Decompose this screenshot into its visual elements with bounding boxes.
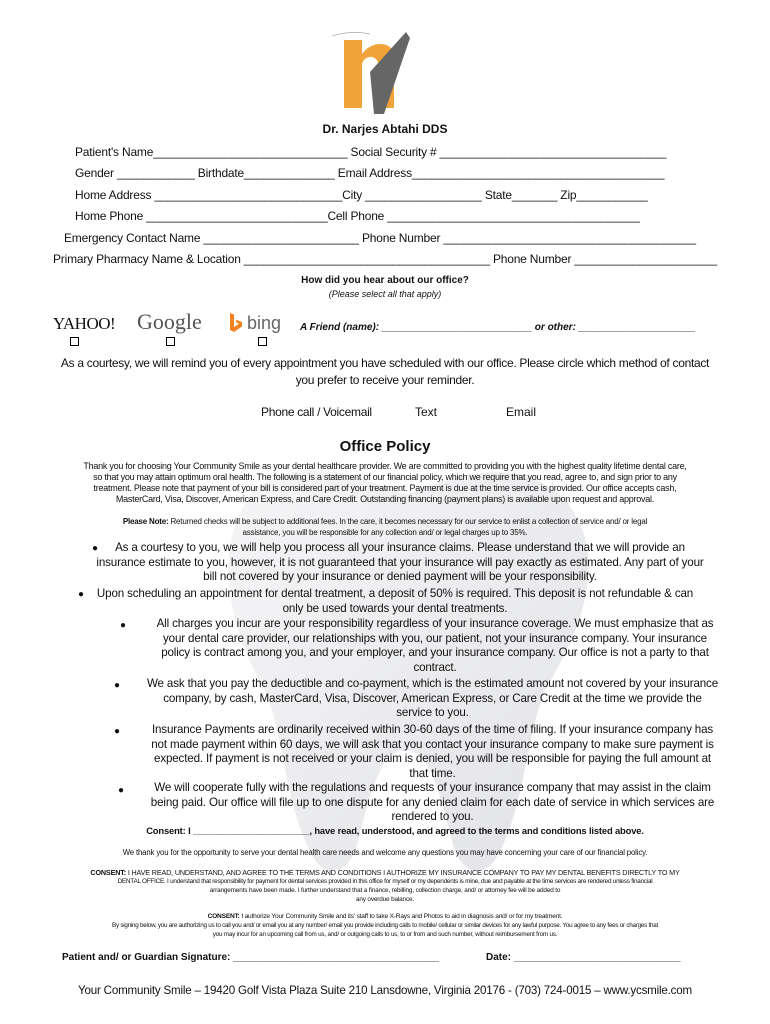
footer-address: Your Community Smile – 19420 Golf Vista Plaza Suite 210 Lansdowne, Virginia 20176 - (703) 724-0015 – www.ycsmile.com [78, 984, 692, 997]
phone-line[interactable]: Home Phone ____________________________Cell Phone _______________________________________ [75, 209, 640, 223]
bing-icon [228, 312, 244, 334]
please-note-label: Please Note: [122, 517, 169, 526]
date-line[interactable]: Date: ______________________________ [486, 952, 681, 963]
google-logo: Google [137, 309, 202, 334]
please-note [0, 517, 770, 527]
please-note-2: assistance, you will be responsible for any collection and/ or legal charges up to 35%. [242, 528, 528, 537]
bullet-5-line-1: Insurance Payments are ordinarily received within 30-60 days of the time of filing. If your insurance company has [151, 723, 714, 736]
bullet-1-line-3: bill not covered by your insurance or denied payment will be your responsibility. [203, 570, 597, 583]
policy-intro-3: treatment. Please note that payment of your bill is considered part of your treatment. Payment is due at the time service is provided. Our office accepts cash, [93, 483, 677, 493]
bullet-5 [135, 723, 730, 781]
bullet-6-dot: ● [118, 785, 125, 796]
bullet-5-dot: ● [114, 726, 121, 737]
office-policy-title: Office Policy [339, 438, 431, 455]
bullet-3-line-4: contract. [413, 660, 457, 674]
pharmacy-line[interactable]: Primary Pharmacy Name & Location ______________________________________ Phone Number ______________________ [53, 252, 717, 266]
referral-hint: (Please select all that apply) [328, 289, 442, 299]
consent-block-2 [20, 868, 750, 904]
practice-logo [322, 28, 422, 120]
bullet-6-line-2: being paid. Our office will file up to one dispute for any denied claim for each date of service in which services are [150, 795, 715, 809]
google-checkbox[interactable] [166, 337, 175, 346]
bullet-2-line-2: only be used towards your dental treatments. [282, 601, 508, 615]
gender-line[interactable]: Gender ____________ Birthdate______________ Email Address_______________________________________ [75, 166, 665, 180]
policy-intro-1: Thank you for choosing Your Community Smile as your dental healthcare provider. We are committed to providing you with the highest quality lifetime dental care, [83, 461, 687, 471]
consent-2-line-1: I HAVE READ, UNDERSTAND, AND AGREE TO THE TERMS AND CONDITIONS I AUTHORIZE MY INSURANCE COMPANY TO PAY MY DENTAL BENEFITS DIRECTLY TO MY [127, 868, 680, 877]
consent-3-label: CONSENT: [207, 913, 240, 920]
consent-2-label: CONSENT: [90, 868, 126, 877]
bullet-6-line-3: rendered to you. [391, 810, 474, 823]
bullet-5-line-4: that time. [409, 766, 456, 780]
yahoo-checkbox[interactable] [70, 337, 79, 346]
please-note-text: Returned checks will be subject to additional fees. In the care, it becomes necessary for our service to enlist a collection of service and/ or legal [170, 517, 648, 526]
emergency-contact-line[interactable]: Emergency Contact Name ________________________ Phone Number _______________________________________ [64, 231, 696, 245]
reminder-text: As a courtesy, we will remind you of every appointment you have scheduled with our office. Please circle which method of contact [60, 356, 710, 370]
bullet-4-line-2: company, by cash, MasterCard, Visa, Discover, American Express, or Care Credit at the time we provide the [163, 691, 702, 705]
bullet-6-line-1: We will cooperate fully with the regulations and requests of your insurance company that may assist in the claim [154, 781, 711, 794]
yahoo-logo: YAHOO! [53, 314, 116, 333]
bullet-3-line-3: policy is contract among you, and your employer, and your insurance company. Our office is not a party to that [161, 646, 709, 659]
bullet-5-line-2: not made payment within 60 days, we will ask that you contact your insurance company to make sure payment is [151, 737, 714, 751]
consent-block-3 [10, 912, 760, 939]
bullet-2-line-1: Upon scheduling an appointment for dental treatment, a deposit of 50% is required. This deposit is not refundable & can [96, 587, 694, 600]
signature-line[interactable]: Patient and/ or Guardian Signature: _____________________________________ [62, 952, 439, 963]
bullet-4 [135, 677, 730, 721]
bullet-3-line-2: your dental care provider, our relationships with you, our patient, not your insurance company. Your insurance [163, 631, 707, 645]
consent-3-line-3: you may incur for an upcoming call from us, and/ or outgoing calls to us, to or from and such number, without reimbursement from us. [212, 931, 558, 938]
patient-name-line[interactable]: Patient's Name______________________________ Social Security # ___________________________________ [75, 145, 667, 159]
reminder-option-phone[interactable]: Phone call / Voicemail [261, 405, 372, 419]
bullet-4-line-3: service to you. [396, 706, 469, 719]
referral-question: How did you hear about our office? [301, 275, 469, 286]
policy-intro-4: MasterCard, Visa, Discover, American Express, and Care Credit. Outstanding financing (payment plans) is available upon request and approval. [115, 494, 655, 504]
bullet-6 [135, 781, 730, 825]
reminder-option-text[interactable]: Text [415, 405, 438, 419]
bullet-4-dot: ● [114, 680, 121, 691]
bing-checkbox[interactable] [258, 337, 267, 346]
bullet-3-line-1: All charges you incur are your responsibility regardless of your insurance coverage. We must emphasize that as [156, 617, 714, 630]
policy-intro-2: so that you may attain optimum oral health. The following is a statement of our financial policy, which we require that you read, agree to, and sign prior to any [93, 472, 677, 482]
bullet-2 [95, 587, 695, 616]
bullet-1-dot: ● [92, 543, 99, 554]
consent-line-1[interactable]: Consent: I _______________________, have read, understood, and agreed to the terms and conditions listed above. [146, 825, 644, 836]
bing-logo: bing [247, 313, 282, 333]
reminder-text-2: you prefer to receive your reminder. [295, 373, 475, 387]
bullet-3 [140, 617, 730, 675]
bullet-3-dot: ● [120, 620, 127, 631]
address-line[interactable]: Home Address _____________________________City __________________ State_______ Zip___________ [75, 188, 648, 202]
consent-3-line-1: I authorize Your Community Smile and its' staff to take X-Rays and Photos to aid in diagnosis and/ or for my treatment. [241, 913, 563, 920]
bullet-5-line-3: expected. If payment is not received or your claim is denied, you will be responsible for paying the full amount at [154, 752, 711, 765]
consent-2-line-4: any overdue balance. [355, 896, 415, 903]
thanks-text: We thank you for the opportunity to serve your dental health care needs and welcome any questions you may have concerning your care of our financial policy. [122, 848, 648, 857]
consent-2-line-2: DENTAL OFFICE. I understand that responsibility for payment for dental services provided in this office for myself or my dependents is mine, due and payable at the time services are rendered unless financial [117, 878, 653, 885]
friend-other-line[interactable]: A Friend (name): ___________________________ or other: _____________________ [300, 322, 696, 333]
bullet-2-dot: ● [78, 589, 85, 600]
consent-2-line-3: arrangements have been made. I further understand that a finance, rebilling, collection charge, and/ or attorney fee will be added to [209, 887, 561, 894]
doctor-name: Dr. Narjes Abtahi DDS [322, 122, 448, 136]
bullet-1 [80, 541, 720, 585]
bullet-1-line-2: insurance estimate to you, however, it is not guaranteed that your insurance will pay exactly as estimated. Any part of your [96, 555, 704, 569]
consent-3-line-2: By signing below, you are authorizing us to call you and/ or email you at any number/ email you provide including calls to mobile/ cellular or similar devices for any lawful purpose. You agree to any fees or charges that [112, 922, 658, 929]
bullet-1-line-1: As a courtesy to you, we will help you process all your insurance claims. Please understand that we will provide an [115, 541, 685, 554]
reminder-option-email[interactable]: Email [506, 405, 537, 419]
bullet-4-line-1: We ask that you pay the deductible and co-payment, which is the estimated amount not covered by your insurance [146, 677, 719, 690]
